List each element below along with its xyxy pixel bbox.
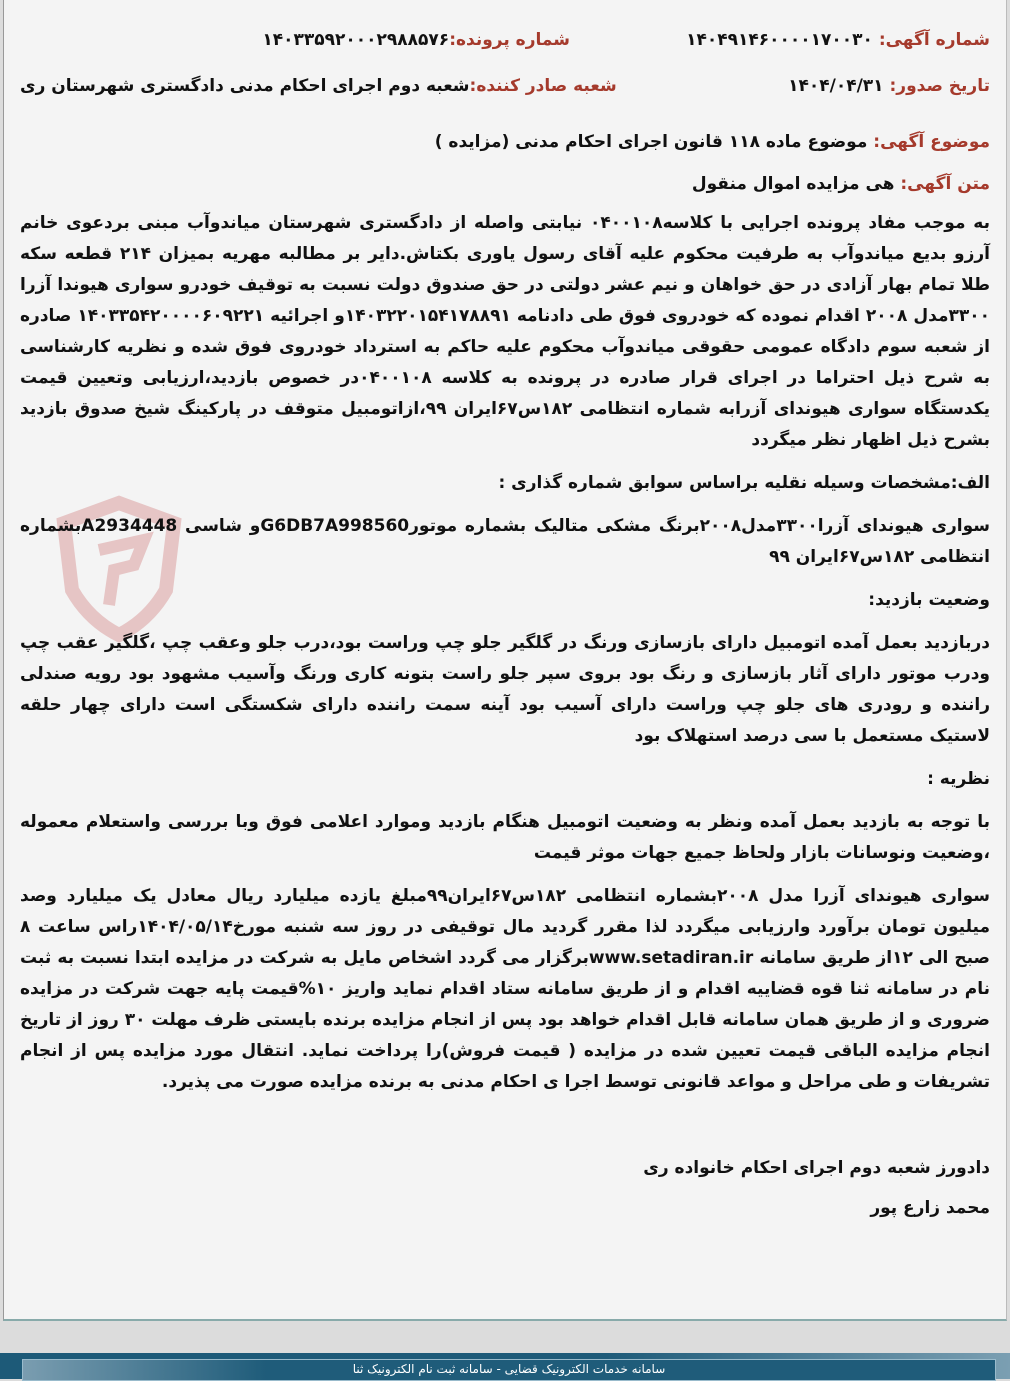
opinion-paragraph: با توجه به بازدید بعمل آمده ونظر به وضعیت اتومبیل هنگام بازدید وموارد اعلامی فوق وبا بررسی واستعلام معموله ،وضعیت ونوسانات بازار ولحاظ جمیع جهات موثر قیمت: [20, 812, 990, 863]
ad-number-label: شماره آگهی:: [878, 30, 990, 50]
intro-paragraph: به موجب مفاد پرونده اجرایی با کلاسه۰۴۰۰۱۰۸ نیابتی واصله از دادگستری شهرستان میاندوآب مبنی بردعوی خانم آرزو بدیع میاندوآب به طرفیت محکوم علیه آقای رسول یاوری بکتاش.دایر بر مطالبه مهریه بمیزان ۲۱۴ قطعه سکه طلا تمام بهار آزادی در حق خواهان و نیم عشر دولتی در حق صندوق دولت نسبت به توقیف خودرو سواری هیوندا آزرا ۳۳۰۰مدل ۲۰۰۸ اقدام نموده که خودروی فوق طی دادنامه ۱۴۰۳۲۲۰۱۵۴۱۷۸۸۹۱و اجرائیه ۱۴۰۳۳۵۴۲۰۰۰۰۶۰۹۲۲۱ صادره از شعبه سوم دادگاه عمومی حقوقی میاندوآب محکوم علیه حاکم به استرداد خودروی فوق شده و نظریه کارشناسی به شرح ذیل احتراما در اجرای قرار صادره در پرونده به کلاسه ۰۴۰۰۱۰۸در خصوص بازدید،ارزیابی وتعیین قیمت یکدستگاه سواری هیوندای آزرابه شماره انتظامی ۱۸۲س۶۷ایران ۹۹،ازاتومبیل متوقف در پارکینگ شیخ صدوق بازدید بشرح ذیل اظهار نظر میگردد: [20, 213, 991, 450]
header-row-2: [20, 76, 990, 96]
price-paragraph: سواری هیوندای آزرا مدل ۲۰۰۸بشماره انتظامی ۱۸۲س۶۷ایران۹۹مبلغ یازده میلیارد ریال معادل یک میلیارد وصد میلیون تومان برآورد وارزیابی میگردد لذا مقرر گردید مال توقیفی در روز سه شنبه مورخ۱۴۰۴/۰۵/۱۴راس ساعت ۸ صبح الی ۱۲از طریق سامانه www.setadiran.irبرگزار می گردد اشخاص مایل به شرکت در مزایده ابتدا نسبت به ثبت نام در سامانه ثنا قوه قضاییه اقدام و از طریق سامانه ستاد اقدام نماید واریز ۱۰%قیمت پایه جهت شرکت در مزایده ضروری و از طریق همان سامانه قابل اقدام خواهد بود پس از انجام مزایده برنده بایستی ظرف مهلت ۳۰ روز از تاریخ انجام مزایده الباقی قیمت تعیین شده در مزایده ( قیمت فروش)را پرداخت نماید. انتقال مورد مزایده پس از انجام تشریفات و طی مراحل و مواعد قانونی توسط اجرا ی احکام مدنی به برنده مزایده صورت می پذیرد.: [20, 886, 990, 1092]
issuer-label: شعبه صادر کننده:: [469, 76, 617, 96]
issue-date-label: تاریخ صدور:: [889, 76, 990, 96]
header-row-1: [20, 30, 990, 50]
footer-bar: [0, 1353, 1010, 1379]
specs-paragraph: سواری هیوندای آزرا۳۳۰۰مدل۲۰۰۸برنگ مشکی متالیک بشماره موتورG6DB7A998560و شاسی A2934448بشماره انتظامی ۱۸۲س۶۷ایران ۹۹: [20, 516, 990, 567]
visit-heading: وضعیت بازدید:: [868, 590, 990, 610]
text-title-row: [20, 174, 990, 194]
specs-heading: الف:مشخصات وسیله نقلیه براساس سوابق شماره گذاری :: [498, 473, 990, 493]
case-number-row: [20, 30, 570, 50]
subject: موضوع ماده ۱۱۸ قانون اجرای احکام مدنی (مزایده ): [434, 132, 868, 152]
ad-number-row: [570, 30, 990, 50]
case-number-label: شماره پرونده:: [449, 30, 570, 50]
signature-title: دادورز شعبه دوم اجرای احکام خانواده ری: [643, 1158, 990, 1178]
subject-label: موضوع آگهی:: [873, 132, 990, 152]
issue-date-row: [617, 76, 990, 96]
notice-panel: [3, 0, 1007, 1321]
opinion-heading: نظریه :: [927, 769, 990, 789]
issuer-row: [20, 76, 617, 96]
visit-paragraph: دربازدید بعمل آمده اتومبیل دارای بازسازی ورنگ در گلگیر جلو چپ وراست بود،درب جلو وعقب چپ ،گلگیر عقب چپ ودرب موتور دارای آثار بازسازی و رنگ بود بروی سپر جلو راست بتونه کاری ورنگ وآسیب مشهود بود رویه صندلی راننده و رودری های جلو چپ وراست دارای آسیب بود آینه سمت راننده دارای شکستگی است دارای چهار حلقه لاستیک مستعمل با سی درصد استهلاک بود: [20, 633, 990, 746]
case-number: ۱۴۰۳۳۵۹۲۰۰۰۲۹۸۸۵۷۶: [262, 30, 450, 50]
ad-number: ۱۴۰۴۹۱۴۶۰۰۰۰۱۷۰۰۳۰: [686, 30, 873, 50]
issue-date: ۱۴۰۴/۰۴/۳۱: [788, 76, 884, 96]
subject-row: [20, 132, 990, 152]
issuer: شعبه دوم اجرای احکام مدنی دادگستری شهرستان ری: [20, 76, 470, 96]
text-title: هی مزایده اموال منقول: [691, 174, 895, 194]
text-label: متن آگهی:: [900, 174, 990, 194]
footer-text: سامانه خدمات الکترونیک قضایی - سامانه ثبت نام الکترونیک ثنا: [22, 1359, 996, 1381]
signature-block: [20, 1158, 990, 1218]
signature-name: محمد زارع پور: [870, 1198, 990, 1218]
